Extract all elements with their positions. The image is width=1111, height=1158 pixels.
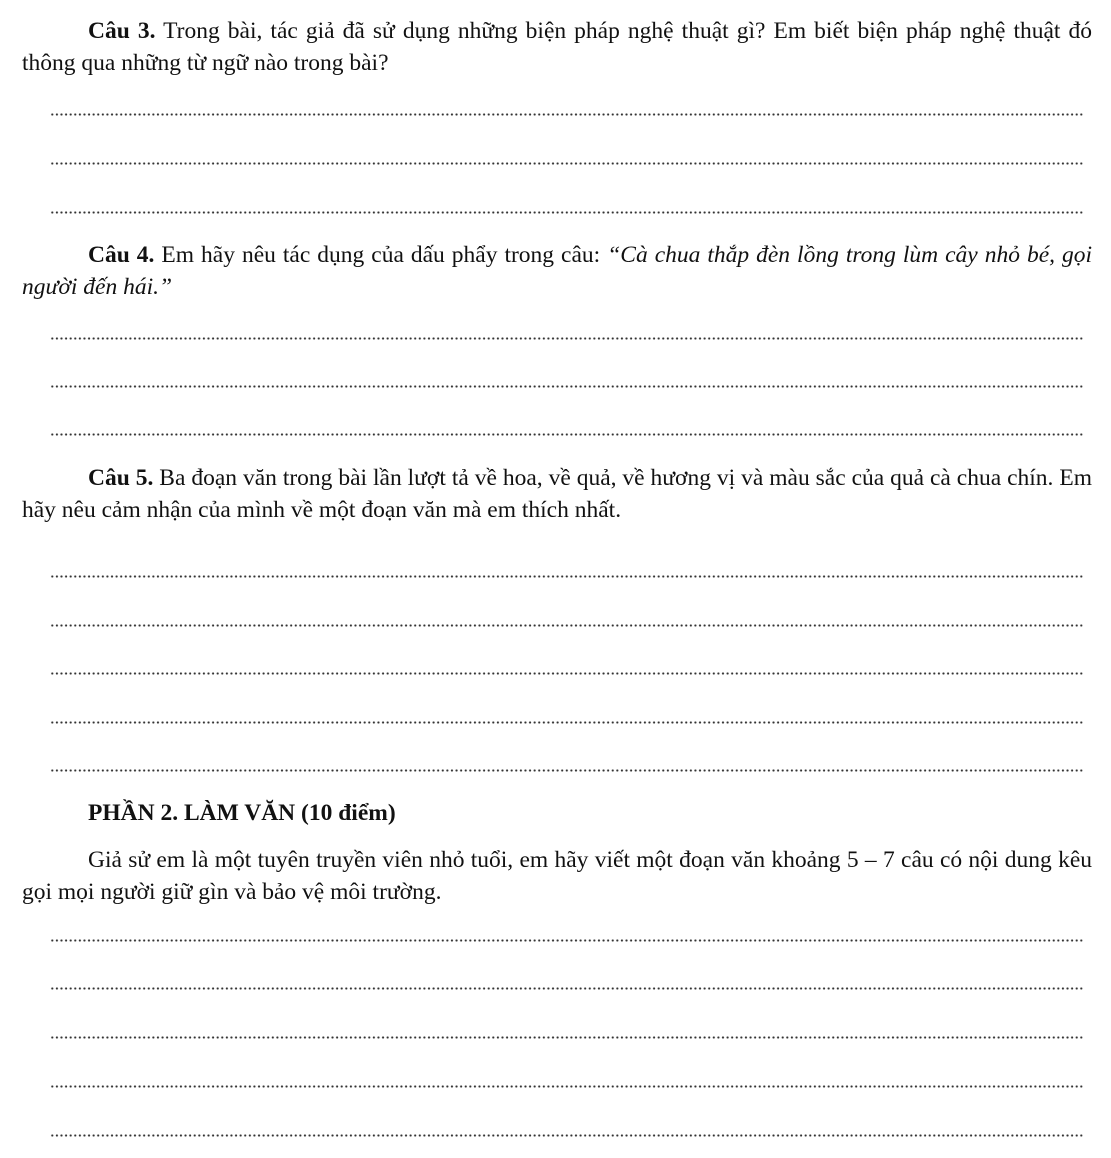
- answer-line[interactable]: [50, 113, 1084, 116]
- section-2-prompt: [22, 844, 1092, 908]
- answer-line[interactable]: [50, 337, 1084, 340]
- answer-line[interactable]: [50, 721, 1084, 724]
- answer-line[interactable]: [50, 211, 1084, 214]
- question-4-text: Em hãy nêu tác dụng của dấu phẩy trong câu:: [161, 242, 601, 268]
- question-4: [22, 239, 1092, 303]
- answer-line[interactable]: [50, 433, 1084, 436]
- question-4-quote: “Cà chua thắp đèn lồng trong lùm cây nhỏ bé, gọi người đến hái.”: [22, 242, 1093, 300]
- essay-line[interactable]: [50, 1085, 1084, 1088]
- question-4-label: Câu 4.: [88, 242, 155, 268]
- essay-line[interactable]: [50, 939, 1084, 942]
- section-2-heading: PHẦN 2. LÀM VĂN (10 điểm): [88, 800, 396, 826]
- answer-line[interactable]: [50, 385, 1084, 388]
- answer-line[interactable]: [50, 575, 1084, 578]
- answer-line[interactable]: [50, 162, 1084, 165]
- essay-line[interactable]: [50, 1134, 1084, 1137]
- question-3: [22, 15, 1092, 79]
- question-5-text: Ba đoạn văn trong bài lần lượt tả về hoa, về quả, về hương vị và màu sắc của quả cà chua chín. Em hãy nêu cảm nhận của mình về một đoạn văn mà em thích nhất.: [22, 465, 1092, 523]
- question-5-label: Câu 5.: [88, 465, 154, 491]
- essay-line[interactable]: [50, 987, 1084, 990]
- answer-line[interactable]: [50, 672, 1084, 675]
- section-2-prompt-text: Giả sử em là một tuyên truyền viên nhỏ tuổi, em hãy viết một đoạn văn khoảng 5 – 7 câu có nội dung kêu gọi mọi người giữ gìn và bảo vệ môi trường.: [22, 847, 1092, 905]
- essay-line[interactable]: [50, 1036, 1084, 1039]
- answer-line[interactable]: [50, 769, 1084, 772]
- question-5: [22, 462, 1092, 526]
- question-3-label: Câu 3.: [88, 18, 156, 44]
- question-3-text: Trong bài, tác giả đã sử dụng những biện pháp nghệ thuật gì? Em biết biện pháp nghệ thuật đó thông qua những từ ngữ nào trong bài?: [22, 18, 1093, 76]
- answer-line[interactable]: [50, 624, 1084, 627]
